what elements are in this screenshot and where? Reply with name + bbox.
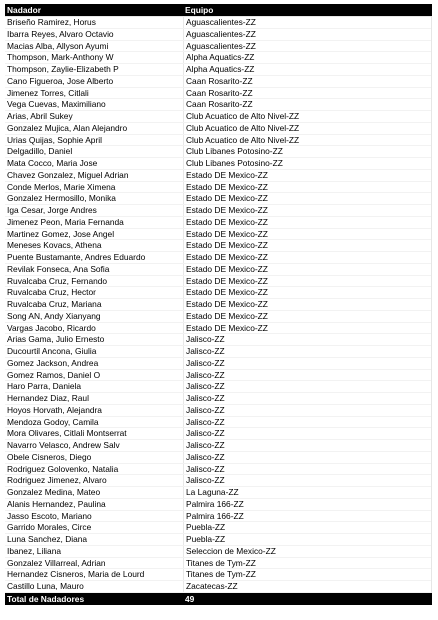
table-row: [5, 452, 431, 464]
swimmer-name: Hoyos Horvath, Alejandra: [5, 405, 184, 416]
team-name: Jalisco-ZZ: [186, 416, 225, 427]
team-name: Jalisco-ZZ: [186, 381, 225, 392]
table-row: [5, 88, 431, 100]
team-name: Estado DE Mexico-ZZ: [186, 310, 268, 321]
swimmer-name: Gonzalez Mujica, Alan Alejandro: [5, 123, 184, 134]
table-row: [5, 558, 431, 570]
table-row: [5, 323, 431, 335]
table-row: [5, 158, 431, 170]
table-row: [5, 299, 431, 311]
swimmer-name: Navarro Velasco, Andrew Salv: [5, 440, 184, 451]
swimmer-name: Puente Bustamante, Andres Eduardo: [5, 252, 184, 263]
team-name: Estado DE Mexico-ZZ: [186, 275, 268, 286]
swimmer-name: Hernandez Diaz, Raul: [5, 393, 184, 404]
table-row: [5, 464, 431, 476]
team-name: Puebla-ZZ: [186, 522, 226, 533]
swimmer-name: Iga Cesar, Jorge Andres: [5, 205, 184, 216]
swimmer-name: Briseño Ramirez, Horus: [5, 17, 184, 28]
swimmer-name: Haro Parra, Daniela: [5, 381, 184, 392]
table-row: [5, 417, 431, 429]
swimmer-name: Revilak Fonseca, Ana Sofia: [5, 264, 184, 275]
team-name: La Laguna-ZZ: [186, 487, 239, 497]
swimmer-name: Jimenez Torres, Citlali: [5, 88, 184, 99]
table-row: [5, 405, 431, 417]
header-swimmer: Nadador: [7, 5, 41, 15]
table-row: [5, 487, 431, 499]
table-row: [5, 99, 431, 111]
table-row: [5, 499, 431, 511]
swimmer-name: Rodriguez Golovenko, Natalia: [5, 464, 184, 475]
team-name: Club Acuatico de Alto Nivel-ZZ: [186, 122, 300, 133]
table-row: [5, 29, 431, 41]
swimmer-name: Mora Olivares, Citlali Montserrat: [5, 428, 184, 439]
table-row: [5, 135, 431, 147]
table-row: [5, 229, 431, 241]
swimmer-name: Delgadillo, Daniel: [5, 146, 184, 157]
team-name: Jalisco-ZZ: [186, 463, 225, 474]
swimmer-name: Jimenez Peon, Maria Fernanda: [5, 217, 184, 228]
swimmer-name: Arias Gama, Julio Ernesto: [5, 334, 184, 345]
table-row: [5, 182, 431, 194]
table-row: [5, 522, 431, 534]
swimmer-name: Jasso Escoto, Mariano: [5, 511, 184, 522]
swimmer-name: Meneses Kovacs, Athena: [5, 240, 184, 251]
table-body: [5, 16, 432, 593]
table-row: [5, 217, 431, 229]
team-name: Estado DE Mexico-ZZ: [186, 228, 268, 239]
table-row: [5, 311, 431, 323]
footer-label: Total de Nadadores: [7, 593, 85, 604]
swimmer-name: Gonzalez Hermosillo, Monika: [5, 193, 184, 204]
swimmer-table: [5, 4, 432, 605]
swimmer-name: Ruvalcaba Cruz, Hector: [5, 287, 184, 298]
swimmer-name: Gomez Jackson, Andrea: [5, 358, 184, 369]
swimmer-name: Luna Sanchez, Diana: [5, 534, 184, 545]
table-row: [5, 428, 431, 440]
table-row: [5, 276, 431, 288]
swimmer-name: Mendoza Godoy, Camila: [5, 417, 184, 428]
team-name: Estado DE Mexico-ZZ: [186, 263, 268, 274]
team-name: Jalisco-ZZ: [186, 393, 225, 403]
swimmer-name: Arias, Abril Sukey: [5, 111, 184, 122]
table-footer: [5, 593, 432, 605]
table-row: [5, 146, 431, 158]
table-row: [5, 569, 431, 581]
swimmer-name: Ibarra Reyes, Alvaro Octavio: [5, 29, 184, 40]
table-row: [5, 76, 431, 88]
team-name: Club Libanes Potosino-ZZ: [186, 158, 283, 168]
team-name: Palmira 166-ZZ: [186, 510, 244, 521]
swimmer-name: Ibanez, Liliana: [5, 546, 184, 557]
team-name: Jalisco-ZZ: [186, 357, 225, 368]
table-row: [5, 475, 431, 487]
table-row: [5, 511, 431, 523]
team-name: Estado DE Mexico-ZZ: [186, 299, 268, 309]
team-name: Jalisco-ZZ: [186, 428, 225, 439]
team-name: Estado DE Mexico-ZZ: [186, 193, 268, 204]
swimmer-name: Ruvalcaba Cruz, Fernando: [5, 276, 184, 287]
table-row: [5, 264, 431, 276]
table-row: [5, 546, 431, 558]
team-name: Jalisco-ZZ: [186, 369, 225, 380]
table-row: [5, 381, 431, 393]
team-name: Estado DE Mexico-ZZ: [186, 169, 268, 180]
team-name: Zacatecas-ZZ: [186, 581, 238, 591]
swimmer-name: Garrido Morales, Circe: [5, 522, 184, 533]
swimmer-name: Thompson, Zaylie-Elizabeth P: [5, 64, 184, 75]
team-name: Aguascalientes-ZZ: [186, 40, 256, 51]
swimmer-name: Vargas Jacobo, Ricardo: [5, 323, 184, 334]
team-name: Caan Rosarito-ZZ: [186, 87, 253, 98]
swimmer-name: Hernandez Cisneros, Maria de Lourd: [5, 569, 184, 580]
team-name: Estado DE Mexico-ZZ: [186, 240, 268, 251]
swimmer-name: Song AN, Andy Xianyang: [5, 311, 184, 322]
team-name: Jalisco-ZZ: [186, 451, 225, 462]
table-row: [5, 123, 431, 135]
team-name: Alpha Aquatics-ZZ: [186, 52, 255, 63]
team-name: Jalisco-ZZ: [186, 475, 225, 486]
swimmer-name: Martinez Gomez, Jose Angel: [5, 229, 184, 240]
swimmer-name: Cano Figueroa, Jose Alberto: [5, 76, 184, 87]
swimmer-name: Vega Cuevas, Maximiliano: [5, 99, 184, 110]
table-row: [5, 358, 431, 370]
team-name: Titanes de Tym-ZZ: [186, 557, 256, 568]
team-name: Jalisco-ZZ: [186, 346, 225, 356]
footer-total: 49: [185, 593, 195, 604]
table-row: [5, 41, 431, 53]
swimmer-name: Mata Cocco, Maria Jose: [5, 158, 184, 169]
swimmer-name: Conde Merlos, Marie Ximena: [5, 182, 184, 193]
header-team: Equipo: [185, 5, 214, 15]
table-row: [5, 52, 431, 64]
swimmer-name: Obele Cisneros, Diego: [5, 452, 184, 463]
team-name: Caan Rosarito-ZZ: [186, 75, 253, 86]
team-name: Estado DE Mexico-ZZ: [186, 205, 268, 215]
swimmer-name: Ducourtil Ancona, Giulia: [5, 346, 184, 357]
table-row: [5, 240, 431, 252]
team-name: Estado DE Mexico-ZZ: [186, 181, 268, 192]
table-row: [5, 287, 431, 299]
team-name: Seleccion de Mexico-ZZ: [186, 545, 276, 556]
team-name: Aguascalientes-ZZ: [186, 17, 256, 27]
swimmer-name: Urias Quijas, Sophie April: [5, 135, 184, 146]
team-name: Jalisco-ZZ: [186, 440, 225, 450]
table-row: [5, 205, 431, 217]
team-name: Aguascalientes-ZZ: [186, 28, 256, 39]
team-name: Estado DE Mexico-ZZ: [186, 322, 268, 333]
team-name: Jalisco-ZZ: [186, 334, 225, 345]
table-row: [5, 111, 431, 123]
table-row: [5, 170, 431, 182]
team-name: Estado DE Mexico-ZZ: [186, 216, 268, 227]
swimmer-name: Thompson, Mark-Anthony W: [5, 52, 184, 63]
swimmer-name: Rodriguez Jimenez, Alvaro: [5, 475, 184, 486]
team-name: Estado DE Mexico-ZZ: [186, 287, 268, 298]
swimmer-name: Alanis Hernandez, Paulina: [5, 499, 184, 510]
table-row: [5, 346, 431, 358]
swimmer-name: Macias Alba, Allyson Ayumi: [5, 41, 184, 52]
team-name: Alpha Aquatics-ZZ: [186, 64, 255, 74]
table-row: [5, 393, 431, 405]
team-name: Jalisco-ZZ: [186, 404, 225, 415]
team-name: Titanes de Tym-ZZ: [186, 569, 256, 580]
swimmer-name: Gonzalez Villarreal, Adrian: [5, 558, 184, 569]
swimmer-name: Gonzalez Medina, Mateo: [5, 487, 184, 498]
table-row: [5, 534, 431, 546]
table-row: [5, 581, 431, 593]
team-name: Club Acuatico de Alto Nivel-ZZ: [186, 134, 300, 145]
team-name: Caan Rosarito-ZZ: [186, 99, 253, 110]
swimmer-name: Chavez Gonzalez, Miguel Adrian: [5, 170, 184, 181]
team-name: Palmira 166-ZZ: [186, 498, 244, 509]
table-row: [5, 334, 431, 346]
table-row: [5, 440, 431, 452]
table-row: [5, 193, 431, 205]
table-row: [5, 252, 431, 264]
team-name: Estado DE Mexico-ZZ: [186, 252, 268, 262]
table-header: [5, 4, 432, 16]
table-row: [5, 17, 431, 29]
table-row: [5, 370, 431, 382]
swimmer-name: Castillo Luna, Mauro: [5, 581, 184, 592]
swimmer-name: Ruvalcaba Cruz, Mariana: [5, 299, 184, 310]
team-name: Club Acuatico de Alto Nivel-ZZ: [186, 111, 300, 121]
team-name: Club Libanes Potosino-ZZ: [186, 146, 283, 157]
team-name: Puebla-ZZ: [186, 534, 226, 544]
table-row: [5, 64, 431, 76]
swimmer-name: Gomez Ramos, Daniel O: [5, 370, 184, 381]
